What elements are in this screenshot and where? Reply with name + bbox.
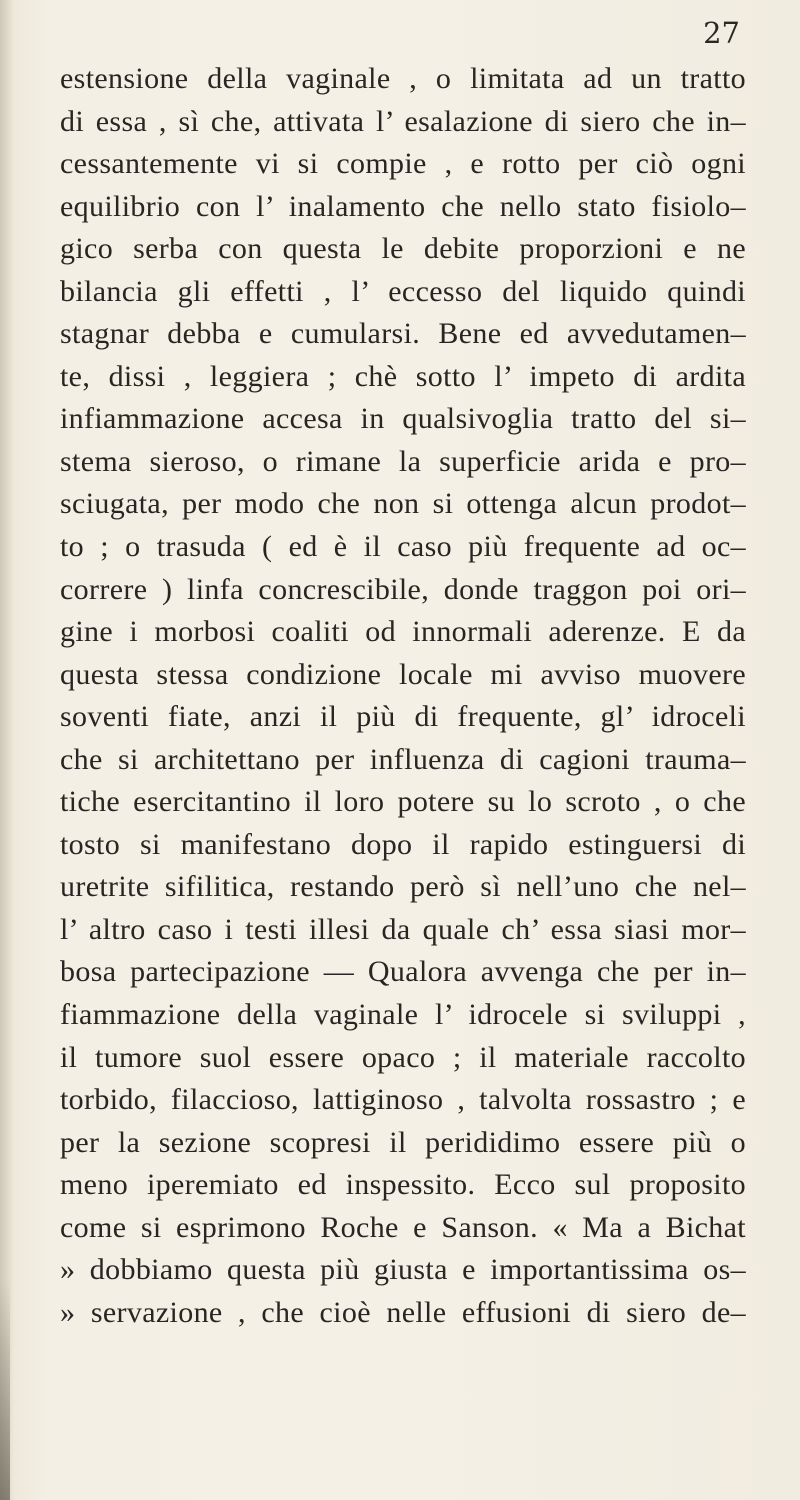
text-line: uretrite sifilitica, restando però sì nell’uno che nel– [60, 870, 746, 904]
text-line: tiche esercitantino il loro potere su lo scroto , o che [60, 785, 746, 819]
text-line: stema sieroso, o rimane la superficie arida e pro– [60, 444, 746, 478]
text-line: il tumore suol essere opaco ; il materiale raccolto [60, 1040, 746, 1074]
text-line: estensione della vaginale , o limitata ad un tratto [60, 62, 746, 95]
text-line: soventi fiate, anzi il più di frequente, gl’ idroceli [60, 700, 746, 734]
text-line: di essa , sì che, attivata l’ esalazione di siero che in– [60, 104, 746, 138]
page-edge-shadow [0, 1280, 10, 1500]
text-line: che si architettano per influenza di cagioni trauma– [60, 742, 746, 776]
text-line: te, dissi , leggiera ; chè sotto l’ impeto di ardita [60, 359, 746, 393]
body-text [60, 58, 746, 1334]
text-line: bilancia gli effetti , l’ eccesso del liquido quindi [60, 274, 746, 308]
text-line: » servazione , che cioè nelle effusioni di siero de– [60, 1295, 746, 1329]
page-gutter-shadow [0, 0, 14, 1500]
text-line: » dobbiamo questa più giusta e importantissima os– [60, 1253, 746, 1287]
text-line: l’ altro caso i testi illesi da quale ch’ essa siasi mor– [60, 912, 746, 946]
text-line: meno iperemiato ed inspessito. Ecco sul proposito [60, 1168, 746, 1202]
text-line: to ; o trasuda ( ed è il caso più frequente ad oc– [60, 530, 746, 564]
page-number: 27 [703, 16, 740, 50]
text-line: torbido, filaccioso, lattiginoso , talvolta rossastro ; e [60, 1083, 746, 1117]
text-line: fiammazione della vaginale l’ idrocele si sviluppi , [60, 998, 746, 1032]
text-line: come si esprimono Roche e Sanson. « Ma a Bichat [60, 1210, 746, 1244]
text-line: tosto si manifestano dopo il rapido estinguersi di [60, 827, 746, 861]
text-line: bosa partecipazione — Qualora avvenga che per in– [60, 955, 746, 989]
text-line: cessantemente vi si compie , e rotto per ciò ogni [60, 147, 746, 181]
text-line: gico serba con questa le debite proporzioni e ne [60, 232, 746, 266]
text-line: sciugata, per modo che non si ottenga alcun prodot– [60, 487, 746, 521]
text-line: per la sezione scopresi il perididimo essere più o [60, 1125, 746, 1159]
text-line: questa stessa condizione locale mi avviso muovere [60, 657, 746, 691]
text-line: gine i morbosi coaliti od innormali aderenze. E da [60, 615, 746, 649]
text-line: stagnar debba e cumularsi. Bene ed avvedutamen– [60, 317, 746, 351]
text-line: equilibrio con l’ inalamento che nello stato fisiolo– [60, 189, 746, 223]
text-line: correre ) linfa concrescibile, donde traggon poi ori– [60, 572, 746, 606]
text-line: infiammazione accesa in qualsivoglia tratto del si– [60, 402, 746, 436]
